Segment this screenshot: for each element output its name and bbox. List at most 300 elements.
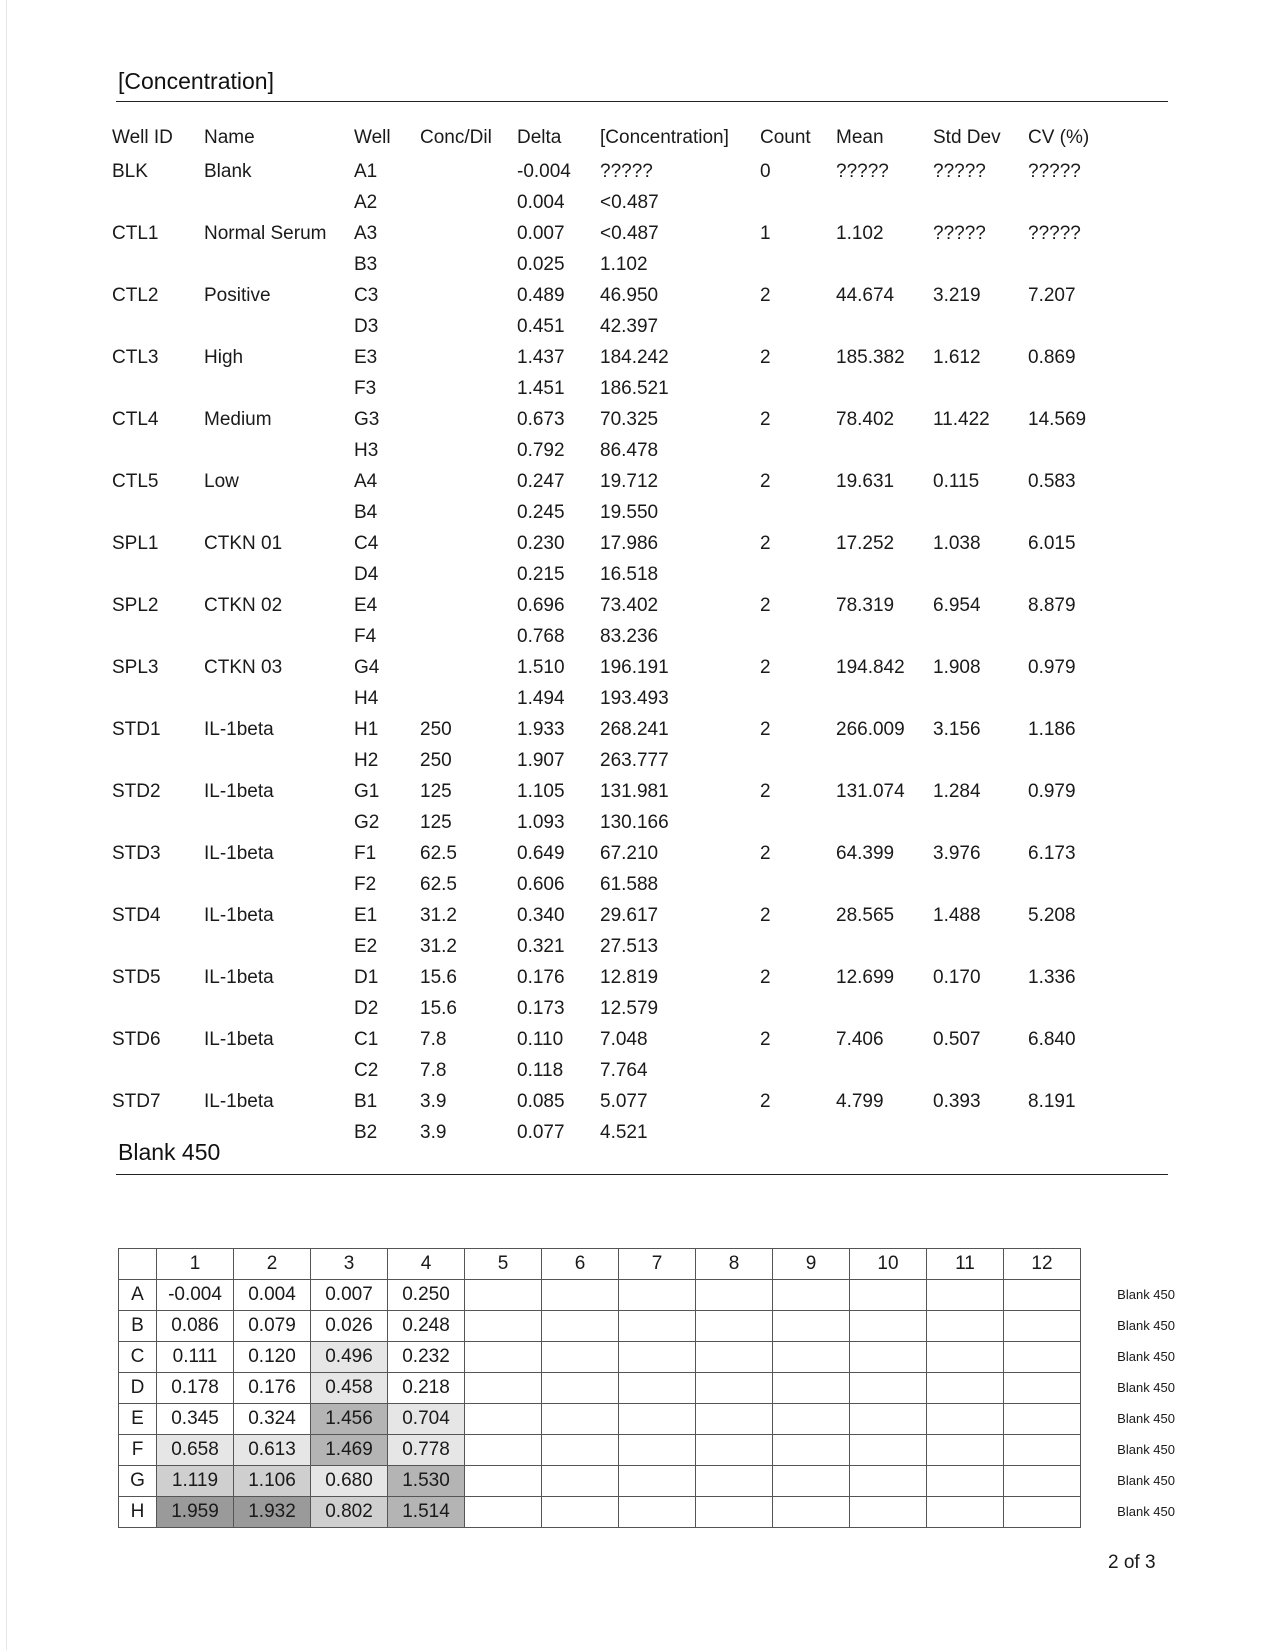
table-cell: ????? bbox=[1028, 223, 1081, 244]
table-cell bbox=[420, 187, 517, 218]
table-row bbox=[112, 621, 1128, 652]
table-cell: 185.382 bbox=[836, 347, 905, 368]
table-row bbox=[112, 559, 1128, 590]
plate-well: 0.079 bbox=[234, 1311, 311, 1342]
plate-well bbox=[619, 1497, 696, 1528]
plate-well bbox=[850, 1373, 927, 1404]
table-cell: 14.569 bbox=[1028, 409, 1087, 430]
table-cell: F2 bbox=[354, 874, 377, 895]
table-row bbox=[112, 311, 1128, 342]
table-cell bbox=[1028, 931, 1128, 962]
table-cell bbox=[204, 621, 354, 652]
table-cell: Medium bbox=[204, 409, 272, 430]
table-cell bbox=[836, 621, 933, 652]
table-cell bbox=[760, 683, 836, 714]
table-cell bbox=[420, 528, 517, 559]
plate-well bbox=[619, 1280, 696, 1311]
plate-well bbox=[696, 1311, 773, 1342]
plate-row bbox=[119, 1342, 1176, 1373]
plate-well bbox=[696, 1280, 773, 1311]
plate-column-header: 1 bbox=[157, 1249, 234, 1280]
table-cell: 31.2 bbox=[420, 905, 457, 926]
table-cell bbox=[204, 559, 354, 590]
table-cell: 0.025 bbox=[517, 254, 565, 275]
table-cell: F4 bbox=[354, 626, 377, 647]
plate-section-title: Blank 450 bbox=[118, 1139, 221, 1165]
table-cell: ????? bbox=[933, 161, 986, 182]
table-cell: 11.422 bbox=[933, 409, 990, 430]
table-cell: IL-1beta bbox=[204, 1029, 274, 1050]
table-cell: 2 bbox=[760, 905, 771, 926]
table-cell: 8.879 bbox=[1028, 595, 1076, 616]
table-cell: E4 bbox=[354, 595, 378, 616]
table-cell: ????? bbox=[1028, 161, 1081, 182]
table-cell bbox=[933, 807, 1028, 838]
table-cell bbox=[836, 807, 933, 838]
plate-grid bbox=[118, 1248, 1175, 1528]
table-cell: CTKN 03 bbox=[204, 657, 283, 678]
plate-well: 0.778 bbox=[388, 1435, 465, 1466]
table-cell bbox=[112, 869, 204, 900]
table-cell: 125 bbox=[420, 781, 452, 802]
plate-column-header: 5 bbox=[465, 1249, 542, 1280]
table-cell: 1.451 bbox=[517, 378, 565, 399]
table-cell bbox=[1028, 807, 1128, 838]
plate-row-label: B bbox=[119, 1311, 157, 1342]
table-cell: ????? bbox=[600, 161, 653, 182]
table-cell: 2 bbox=[760, 719, 771, 740]
table-cell bbox=[836, 745, 933, 776]
table-cell: 3.156 bbox=[933, 719, 981, 740]
table-cell bbox=[933, 497, 1028, 528]
table-cell: 2 bbox=[760, 285, 771, 306]
table-cell bbox=[112, 497, 204, 528]
table-cell: <0.487 bbox=[600, 192, 659, 213]
table-cell: F1 bbox=[354, 843, 377, 864]
table-cell bbox=[760, 993, 836, 1024]
plate-column-header: 10 bbox=[850, 1249, 927, 1280]
table-cell: IL-1beta bbox=[204, 719, 274, 740]
table-cell: D4 bbox=[354, 564, 379, 585]
table-cell: 1.612 bbox=[933, 347, 981, 368]
plate-column-header: 3 bbox=[311, 1249, 388, 1280]
table-cell bbox=[112, 249, 204, 280]
plate-well bbox=[850, 1342, 927, 1373]
plate-column-header: 6 bbox=[542, 1249, 619, 1280]
table-cell bbox=[420, 497, 517, 528]
table-row bbox=[112, 1055, 1128, 1086]
table-cell: STD1 bbox=[112, 719, 161, 740]
plate-well bbox=[1004, 1280, 1081, 1311]
table-cell: G2 bbox=[354, 812, 380, 833]
table-cell: 7.048 bbox=[600, 1029, 648, 1050]
table-cell: 2 bbox=[760, 409, 771, 430]
table-cell: 19.550 bbox=[600, 502, 659, 523]
table-cell: 184.242 bbox=[600, 347, 669, 368]
table-cell: -0.004 bbox=[517, 161, 571, 182]
plate-well bbox=[927, 1373, 1004, 1404]
table-cell: 0.004 bbox=[517, 192, 565, 213]
plate-well bbox=[465, 1342, 542, 1373]
table-cell: ????? bbox=[836, 161, 889, 182]
table-cell bbox=[760, 311, 836, 342]
table-cell: 8.191 bbox=[1028, 1091, 1076, 1112]
plate-well: 0.111 bbox=[157, 1342, 234, 1373]
table-row bbox=[112, 1117, 1128, 1148]
plate-well: 0.218 bbox=[388, 1373, 465, 1404]
table-cell bbox=[204, 435, 354, 466]
plate-well: 0.248 bbox=[388, 1311, 465, 1342]
table-cell bbox=[760, 1055, 836, 1086]
plate-well: 1.514 bbox=[388, 1497, 465, 1528]
table-cell bbox=[933, 869, 1028, 900]
table-cell bbox=[112, 435, 204, 466]
table-cell: 0.321 bbox=[517, 936, 565, 957]
table-cell: 1.093 bbox=[517, 812, 565, 833]
plate-row-label: H bbox=[119, 1497, 157, 1528]
table-cell bbox=[420, 466, 517, 497]
table-cell: F3 bbox=[354, 378, 377, 399]
plate-well: 0.802 bbox=[311, 1497, 388, 1528]
table-cell bbox=[420, 590, 517, 621]
table-cell: C3 bbox=[354, 285, 379, 306]
plate-well bbox=[1004, 1497, 1081, 1528]
table-cell bbox=[112, 373, 204, 404]
table-cell bbox=[204, 1117, 354, 1148]
table-cell bbox=[836, 1055, 933, 1086]
table-cell: 1.284 bbox=[933, 781, 981, 802]
table-cell: 3.9 bbox=[420, 1122, 447, 1143]
table-cell bbox=[760, 745, 836, 776]
table-cell bbox=[112, 807, 204, 838]
table-row bbox=[112, 528, 1128, 559]
table-cell: 62.5 bbox=[420, 843, 457, 864]
plate-row bbox=[119, 1373, 1176, 1404]
plate-well bbox=[542, 1373, 619, 1404]
table-cell: 0.115 bbox=[933, 471, 980, 492]
table-cell: 2 bbox=[760, 471, 771, 492]
table-cell: A3 bbox=[354, 223, 378, 244]
table-row bbox=[112, 869, 1128, 900]
table-cell: 78.319 bbox=[836, 595, 895, 616]
concentration-header-row bbox=[112, 120, 1128, 156]
table-cell: 1.488 bbox=[933, 905, 981, 926]
plate-well bbox=[465, 1311, 542, 1342]
plate-well bbox=[850, 1435, 927, 1466]
table-cell bbox=[420, 404, 517, 435]
plate-well bbox=[465, 1435, 542, 1466]
table-cell: STD7 bbox=[112, 1091, 161, 1112]
table-cell: 1.908 bbox=[933, 657, 981, 678]
plate-well bbox=[542, 1311, 619, 1342]
column-header: CV (%) bbox=[1028, 127, 1090, 148]
table-cell: A1 bbox=[354, 161, 378, 182]
plate-well bbox=[619, 1342, 696, 1373]
table-cell bbox=[420, 621, 517, 652]
table-cell: 268.241 bbox=[600, 719, 669, 740]
table-cell: 0.085 bbox=[517, 1091, 565, 1112]
table-cell: 6.173 bbox=[1028, 843, 1076, 864]
table-cell: 16.518 bbox=[600, 564, 659, 585]
plate-title-rule bbox=[116, 1174, 1168, 1175]
plate-well bbox=[773, 1311, 850, 1342]
table-row bbox=[112, 714, 1128, 745]
plate-well: 0.613 bbox=[234, 1435, 311, 1466]
plate-well bbox=[773, 1373, 850, 1404]
table-cell: 125 bbox=[420, 812, 452, 833]
plate-well bbox=[619, 1373, 696, 1404]
table-row bbox=[112, 466, 1128, 497]
table-row bbox=[112, 931, 1128, 962]
table-row bbox=[112, 218, 1128, 249]
table-cell bbox=[1028, 745, 1128, 776]
table-cell: High bbox=[204, 347, 244, 368]
plate-well bbox=[1004, 1466, 1081, 1497]
table-cell bbox=[836, 559, 933, 590]
table-cell: BLK bbox=[112, 161, 148, 182]
plate-header-row bbox=[119, 1249, 1176, 1280]
table-cell bbox=[1028, 993, 1128, 1024]
table-cell: 2 bbox=[760, 533, 771, 554]
plate-row bbox=[119, 1311, 1176, 1342]
plate-row-side-label: Blank 450 bbox=[1117, 1473, 1175, 1488]
table-cell: 250 bbox=[420, 750, 452, 771]
table-cell: G4 bbox=[354, 657, 380, 678]
plate-well: 0.704 bbox=[388, 1404, 465, 1435]
table-cell: 131.981 bbox=[600, 781, 669, 802]
plate-well bbox=[927, 1435, 1004, 1466]
table-cell bbox=[204, 497, 354, 528]
table-cell bbox=[760, 621, 836, 652]
table-cell: 29.617 bbox=[600, 905, 659, 926]
table-cell: Positive bbox=[204, 285, 271, 306]
table-cell: 1.038 bbox=[933, 533, 981, 554]
table-cell: 0.110 bbox=[517, 1029, 564, 1050]
table-cell: 7.406 bbox=[836, 1029, 884, 1050]
table-cell bbox=[420, 373, 517, 404]
plate-well: 0.658 bbox=[157, 1435, 234, 1466]
table-row bbox=[112, 280, 1128, 311]
table-cell: 0 bbox=[760, 161, 771, 182]
table-cell: C2 bbox=[354, 1060, 379, 1081]
table-cell bbox=[112, 621, 204, 652]
table-cell bbox=[204, 869, 354, 900]
table-cell: B3 bbox=[354, 254, 378, 275]
table-cell: 6.954 bbox=[933, 595, 981, 616]
plate-well bbox=[927, 1497, 1004, 1528]
plate-well bbox=[850, 1466, 927, 1497]
table-cell: 15.6 bbox=[420, 967, 457, 988]
plate-well bbox=[542, 1497, 619, 1528]
table-cell bbox=[760, 807, 836, 838]
table-cell: B4 bbox=[354, 502, 378, 523]
plate-row-side-label: Blank 450 bbox=[1117, 1318, 1175, 1333]
table-row bbox=[112, 776, 1128, 807]
plate-row-side-label: Blank 450 bbox=[1117, 1349, 1175, 1364]
column-header: Well ID bbox=[112, 127, 173, 148]
table-cell: G3 bbox=[354, 409, 380, 430]
plate-well bbox=[927, 1311, 1004, 1342]
table-cell: 2 bbox=[760, 967, 771, 988]
table-cell: D1 bbox=[354, 967, 379, 988]
plate-well bbox=[927, 1466, 1004, 1497]
table-cell: 2 bbox=[760, 843, 771, 864]
table-cell bbox=[204, 249, 354, 280]
table-cell: 0.077 bbox=[517, 1122, 565, 1143]
table-cell: 186.521 bbox=[600, 378, 669, 399]
table-cell: 3.219 bbox=[933, 285, 981, 306]
table-cell: IL-1beta bbox=[204, 781, 274, 802]
table-cell: 2 bbox=[760, 347, 771, 368]
plate-well bbox=[696, 1435, 773, 1466]
table-cell: A4 bbox=[354, 471, 378, 492]
table-cell: 1.510 bbox=[517, 657, 565, 678]
table-cell: CTL1 bbox=[112, 223, 159, 244]
table-row bbox=[112, 497, 1128, 528]
table-row bbox=[112, 1086, 1128, 1117]
table-row bbox=[112, 962, 1128, 993]
table-cell: 31.2 bbox=[420, 936, 457, 957]
table-cell bbox=[760, 931, 836, 962]
table-cell: 1.102 bbox=[836, 223, 884, 244]
table-cell bbox=[420, 435, 517, 466]
table-cell bbox=[836, 993, 933, 1024]
concentration-section-title: [Concentration] bbox=[118, 68, 274, 94]
table-cell bbox=[204, 1055, 354, 1086]
table-cell: CTL4 bbox=[112, 409, 159, 430]
table-cell bbox=[112, 993, 204, 1024]
plate-well bbox=[465, 1404, 542, 1435]
table-cell bbox=[420, 342, 517, 373]
table-cell bbox=[836, 249, 933, 280]
table-cell: 0.583 bbox=[1028, 471, 1076, 492]
table-cell: B1 bbox=[354, 1091, 378, 1112]
table-cell: 7.764 bbox=[600, 1060, 648, 1081]
table-row bbox=[112, 590, 1128, 621]
plate-row-side-label: Blank 450 bbox=[1117, 1411, 1175, 1426]
table-cell: 12.819 bbox=[600, 967, 659, 988]
table-cell: 27.513 bbox=[600, 936, 659, 957]
table-cell: G1 bbox=[354, 781, 380, 802]
plate-well: 0.458 bbox=[311, 1373, 388, 1404]
table-cell: 0.215 bbox=[517, 564, 565, 585]
table-cell: CTL2 bbox=[112, 285, 159, 306]
table-cell: C1 bbox=[354, 1029, 379, 1050]
table-cell bbox=[1028, 683, 1128, 714]
plate-row-label: A bbox=[119, 1280, 157, 1311]
table-cell: 6.015 bbox=[1028, 533, 1076, 554]
plate-well bbox=[619, 1466, 696, 1497]
plate-corner bbox=[119, 1249, 157, 1280]
table-cell: 4.521 bbox=[600, 1122, 648, 1143]
plate-column-header: 8 bbox=[696, 1249, 773, 1280]
plate-well bbox=[850, 1280, 927, 1311]
table-cell bbox=[933, 435, 1028, 466]
table-cell bbox=[204, 187, 354, 218]
table-cell: C4 bbox=[354, 533, 379, 554]
table-cell bbox=[933, 683, 1028, 714]
table-cell: 19.631 bbox=[836, 471, 895, 492]
plate-well bbox=[465, 1373, 542, 1404]
table-cell bbox=[760, 435, 836, 466]
table-cell: 5.208 bbox=[1028, 905, 1076, 926]
table-cell bbox=[933, 249, 1028, 280]
column-header: Mean bbox=[836, 127, 884, 148]
table-cell: STD3 bbox=[112, 843, 161, 864]
table-row bbox=[112, 652, 1128, 683]
table-cell bbox=[933, 559, 1028, 590]
table-cell: 0.247 bbox=[517, 471, 565, 492]
plate-well: 0.324 bbox=[234, 1404, 311, 1435]
table-cell: 0.606 bbox=[517, 874, 565, 895]
table-cell: 0.673 bbox=[517, 409, 565, 430]
table-cell: 266.009 bbox=[836, 719, 905, 740]
table-cell: STD4 bbox=[112, 905, 161, 926]
table-cell: 1 bbox=[760, 223, 771, 244]
table-cell bbox=[933, 621, 1028, 652]
table-cell: 7.207 bbox=[1028, 285, 1076, 306]
table-cell: 4.799 bbox=[836, 1091, 884, 1112]
table-cell bbox=[1028, 497, 1128, 528]
table-cell: 2 bbox=[760, 781, 771, 802]
plate-row bbox=[119, 1404, 1176, 1435]
table-cell: 0.170 bbox=[933, 967, 981, 988]
table-cell: 2 bbox=[760, 1029, 771, 1050]
table-cell: 3.976 bbox=[933, 843, 981, 864]
column-header: Std Dev bbox=[933, 127, 1001, 148]
table-cell bbox=[204, 373, 354, 404]
plate-row-label: C bbox=[119, 1342, 157, 1373]
plate-well bbox=[619, 1435, 696, 1466]
concentration-table bbox=[112, 120, 1128, 1148]
plate-well: 0.176 bbox=[234, 1373, 311, 1404]
plate-well bbox=[1004, 1435, 1081, 1466]
table-cell: D2 bbox=[354, 998, 379, 1019]
table-cell: 194.842 bbox=[836, 657, 905, 678]
table-cell bbox=[836, 869, 933, 900]
table-row bbox=[112, 342, 1128, 373]
plate-well: 0.680 bbox=[311, 1466, 388, 1497]
table-cell: 1.186 bbox=[1028, 719, 1076, 740]
table-cell: 3.9 bbox=[420, 1091, 447, 1112]
table-cell: 46.950 bbox=[600, 285, 659, 306]
plate-well bbox=[542, 1404, 619, 1435]
table-cell bbox=[1028, 1117, 1128, 1148]
table-cell: SPL1 bbox=[112, 533, 159, 554]
table-cell: 0.489 bbox=[517, 285, 565, 306]
table-cell bbox=[1028, 1055, 1128, 1086]
table-cell: 196.191 bbox=[600, 657, 669, 678]
plate-row-side-label: Blank 450 bbox=[1117, 1442, 1175, 1457]
plate-row-label: G bbox=[119, 1466, 157, 1497]
plate-well: 1.932 bbox=[234, 1497, 311, 1528]
table-cell bbox=[112, 1055, 204, 1086]
table-cell: 0.979 bbox=[1028, 781, 1076, 802]
table-cell: 12.579 bbox=[600, 998, 659, 1019]
plate-side-spacer bbox=[1081, 1249, 1176, 1280]
plate-well bbox=[773, 1435, 850, 1466]
plate-well bbox=[1004, 1311, 1081, 1342]
plate-well: 0.232 bbox=[388, 1342, 465, 1373]
table-cell: 0.340 bbox=[517, 905, 565, 926]
table-row bbox=[112, 249, 1128, 280]
table-cell bbox=[1028, 869, 1128, 900]
plate-well bbox=[542, 1342, 619, 1373]
table-cell bbox=[204, 931, 354, 962]
column-header: Name bbox=[204, 127, 255, 148]
table-cell: 0.768 bbox=[517, 626, 565, 647]
plate-row bbox=[119, 1497, 1176, 1528]
